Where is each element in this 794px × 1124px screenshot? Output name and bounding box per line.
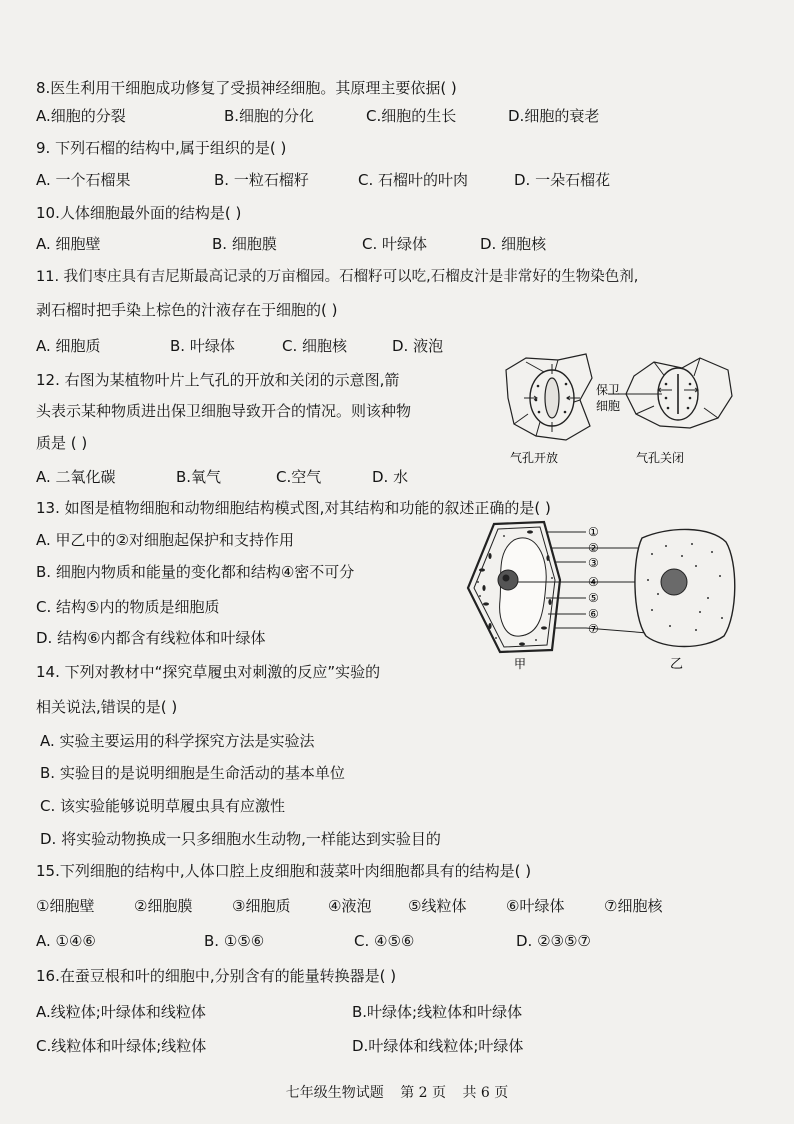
label-5: ⑤	[588, 591, 599, 605]
option-a: A. 二氧化碳	[36, 468, 116, 486]
question-13-option-b: B. 细胞内物质和能量的变化都和结构④密不可分	[36, 563, 355, 581]
option-d: D. 一朵石榴花	[514, 171, 611, 189]
label-2: ②	[588, 541, 599, 555]
question-13-option-c: C. 结构⑤内的物质是细胞质	[36, 598, 220, 616]
label-7: ⑦	[588, 622, 599, 636]
animal-cell-diagram	[635, 529, 735, 646]
option-c: C.空气	[276, 468, 322, 486]
structure-item: ③细胞质	[232, 897, 291, 915]
question-16-option-a: A.线粒体;叶绿体和线粒体	[36, 1003, 206, 1021]
option-a: A. 细胞壁	[36, 235, 101, 253]
option-a: A. 细胞质	[36, 337, 101, 355]
option-d: D. 细胞核	[480, 235, 547, 253]
label-cell: 细胞	[596, 399, 621, 413]
question-8-stem: 8.医生利用干细胞成功修复了受损神经细胞。其原理主要依据( )	[36, 79, 457, 97]
question-16-option-b: B.叶绿体;线粒体和叶绿体	[352, 1003, 523, 1021]
question-11-stem-2: 剥石榴时把手染上棕色的汁液存在于细胞的( )	[36, 301, 338, 319]
question-12-stem-3: 质是 ( )	[36, 434, 88, 452]
question-15-stem: 15.下列细胞的结构中,人体口腔上皮细胞和菠菜叶肉细胞都具有的结构是( )	[36, 862, 532, 880]
label-stoma-open: 气孔开放	[510, 451, 559, 465]
option-a: A. ①④⑥	[36, 932, 96, 950]
option-b: B.细胞的分化	[224, 107, 315, 125]
question-14-option-d: D. 将实验动物换成一只多细胞水生动物,一样能达到实验目的	[40, 830, 441, 848]
option-c: C.细胞的生长	[366, 107, 457, 125]
label-guard: 保卫	[596, 383, 621, 397]
option-b: B.氧气	[176, 468, 222, 486]
option-b: B. 一粒石榴籽	[214, 171, 309, 189]
option-a: A. 一个石榴果	[36, 171, 131, 189]
footer-page-number: 第 2 页	[400, 1085, 446, 1101]
label-1: ①	[588, 525, 599, 539]
option-a: A.细胞的分裂	[36, 107, 126, 125]
stoma-closed-diagram	[608, 358, 732, 428]
question-14-stem: 14. 下列对教材中“探究草履虫对刺激的反应”实验的	[36, 663, 381, 681]
question-9-stem: 9. 下列石榴的结构中,属于组织的是( )	[36, 139, 287, 157]
option-c: C. 石榴叶的叶肉	[358, 171, 469, 189]
option-d: D. 液泡	[392, 337, 444, 355]
footer-title: 七年级生物试题	[285, 1085, 384, 1101]
question-10-stem: 10.人体细胞最外面的结构是( )	[36, 204, 242, 222]
option-c: C. 叶绿体	[362, 235, 428, 253]
structure-item: ⑦细胞核	[604, 897, 663, 915]
option-b: B. 叶绿体	[170, 337, 235, 355]
plant-cell-diagram	[468, 522, 560, 652]
option-d: D. ②③⑤⑦	[516, 932, 591, 950]
question-12-stem: 12. 右图为某植物叶片上气孔的开放和关闭的示意图,箭	[36, 371, 400, 389]
structure-item: ②细胞膜	[134, 897, 193, 915]
label-6: ⑥	[588, 607, 599, 621]
option-b: B. ①⑤⑥	[204, 932, 265, 950]
question-16-option-c: C.线粒体和叶绿体;线粒体	[36, 1037, 207, 1055]
question-16-option-d: D.叶绿体和线粒体;叶绿体	[352, 1037, 524, 1055]
question-11-stem: 11. 我们枣庄具有吉尼斯最高记录的万亩榴园。石榴籽可以吃,石榴皮汁是非常好的生物染色剂,	[36, 269, 639, 285]
structure-item: ⑤线粒体	[408, 897, 467, 915]
cell-structure-figure	[460, 518, 740, 670]
option-c: C. ④⑤⑥	[354, 932, 415, 950]
question-13-stem: 13. 如图是植物细胞和动物细胞结构模式图,对其结构和功能的叙述正确的是( )	[36, 499, 551, 517]
footer-total-pages: 共 6 页	[462, 1085, 509, 1101]
question-14-stem-2: 相关说法,错误的是( )	[36, 698, 178, 716]
label-4: ④	[588, 575, 599, 589]
option-d: D. 水	[372, 468, 409, 486]
page-footer	[0, 1082, 794, 1102]
question-12-stem-2: 头表示某种物质进出保卫细胞导致开合的情况。则该种物	[36, 402, 412, 420]
stomata-figure	[496, 348, 746, 473]
label-plant-cell: 甲	[514, 657, 527, 670]
label-animal-cell: 乙	[670, 657, 684, 670]
option-d: D.细胞的衰老	[508, 107, 600, 125]
option-c: C. 细胞核	[282, 337, 348, 355]
question-16-stem: 16.在蚕豆根和叶的细胞中,分别含有的能量转换器是( )	[36, 967, 397, 985]
option-b: B. 细胞膜	[212, 235, 277, 253]
question-14-option-c: C. 该实验能够说明草履虫具有应激性	[40, 797, 286, 815]
structure-item: ⑥叶绿体	[506, 897, 565, 915]
stoma-open-diagram	[506, 354, 592, 440]
structure-item: ①细胞壁	[36, 897, 95, 915]
question-13-option-d: D. 结构⑥内都含有线粒体和叶绿体	[36, 629, 266, 647]
structure-number-labels	[588, 525, 599, 636]
structure-item: ④液泡	[328, 897, 372, 915]
question-14-option-b: B. 实验目的是说明细胞是生命活动的基本单位	[40, 764, 345, 782]
label-stoma-closed: 气孔关闭	[636, 451, 685, 465]
label-3: ③	[588, 556, 599, 570]
question-13-option-a: A. 甲乙中的②对细胞起保护和支持作用	[36, 531, 294, 549]
question-14-option-a: A. 实验主要运用的科学探究方法是实验法	[40, 732, 315, 750]
